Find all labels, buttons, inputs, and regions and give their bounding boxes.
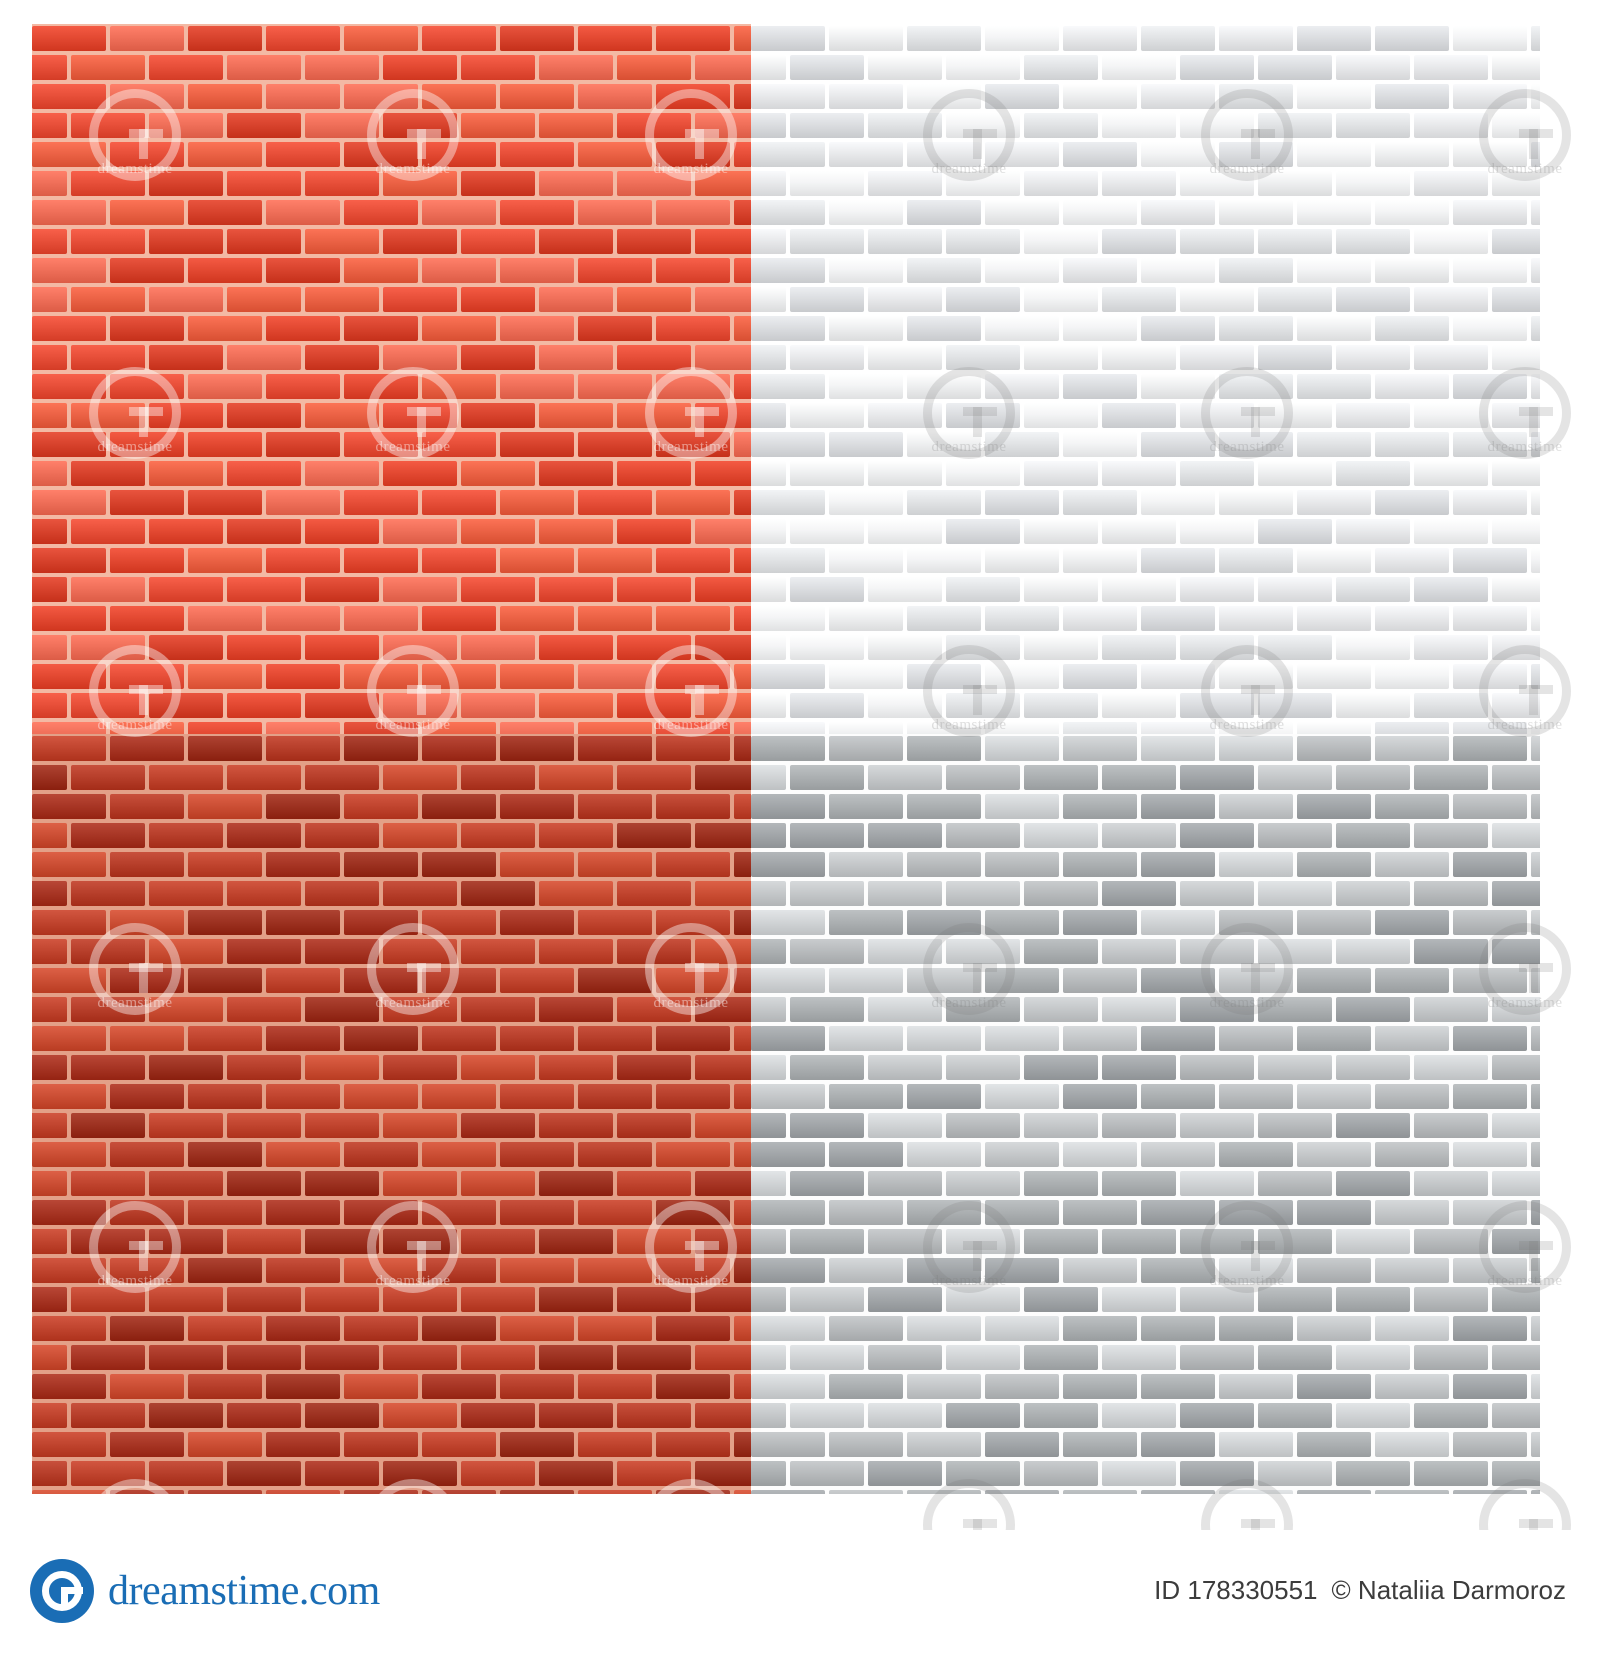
author-name: Nataliia Darmoroz	[1357, 1575, 1566, 1605]
watermark-text: dreamstime	[375, 995, 451, 1011]
watermark-text: dreamstime	[1209, 995, 1285, 1011]
watermark-text: dreamstime	[1209, 717, 1285, 733]
watermark-text: dreamstime	[1209, 1273, 1285, 1289]
swatch-red-brick-light	[32, 24, 751, 734]
swatch-grey-brick	[751, 734, 1540, 1494]
watermark-text: dreamstime	[931, 995, 1007, 1011]
watermark-text: dreamstime	[931, 1273, 1007, 1289]
watermark-text: dreamstime	[653, 717, 729, 733]
watermark-text: dreamstime	[653, 161, 729, 177]
watermark-text: dreamstime	[97, 995, 173, 1011]
dreamstime-logo[interactable]	[30, 1559, 380, 1623]
swatch-white-brick	[751, 24, 1540, 734]
watermark-text: dreamstime	[97, 717, 173, 733]
watermark-text: dreamstime	[1209, 161, 1285, 177]
brick-swatch-grid	[32, 24, 1540, 1494]
stock-footer-bar	[0, 1530, 1600, 1672]
dreamstime-circle-logo-icon	[30, 1559, 94, 1623]
watermark-text: dreamstime	[653, 439, 729, 455]
swatch-red-brick-dark	[32, 734, 751, 1494]
watermark-text: dreamstime	[1209, 439, 1285, 455]
watermark-text: dreamstime	[1487, 995, 1563, 1011]
image-credit	[1154, 1575, 1566, 1606]
watermark-text: dreamstime	[97, 161, 173, 177]
watermark-text: dreamstime	[931, 717, 1007, 733]
watermark-text: dreamstime	[653, 1273, 729, 1289]
watermark-text: dreamstime	[1487, 439, 1563, 455]
watermark-text: dreamstime	[375, 717, 451, 733]
watermark-text: dreamstime	[1487, 717, 1563, 733]
watermark-text: dreamstime	[1487, 161, 1563, 177]
watermark-text: dreamstime	[375, 439, 451, 455]
image-id: ID 178330551	[1154, 1575, 1318, 1605]
watermark-text: dreamstime	[375, 1273, 451, 1289]
watermark-text: dreamstime	[1487, 1273, 1563, 1289]
watermark-text: dreamstime	[931, 161, 1007, 177]
watermark-text: dreamstime	[97, 1273, 173, 1289]
logo-text: dreamstime.com	[108, 1568, 380, 1614]
watermark-text: dreamstime	[375, 161, 451, 177]
watermark-text: dreamstime	[653, 995, 729, 1011]
copyright-symbol: ©	[1331, 1575, 1351, 1605]
watermark-text: dreamstime	[97, 439, 173, 455]
watermark-text: dreamstime	[931, 439, 1007, 455]
